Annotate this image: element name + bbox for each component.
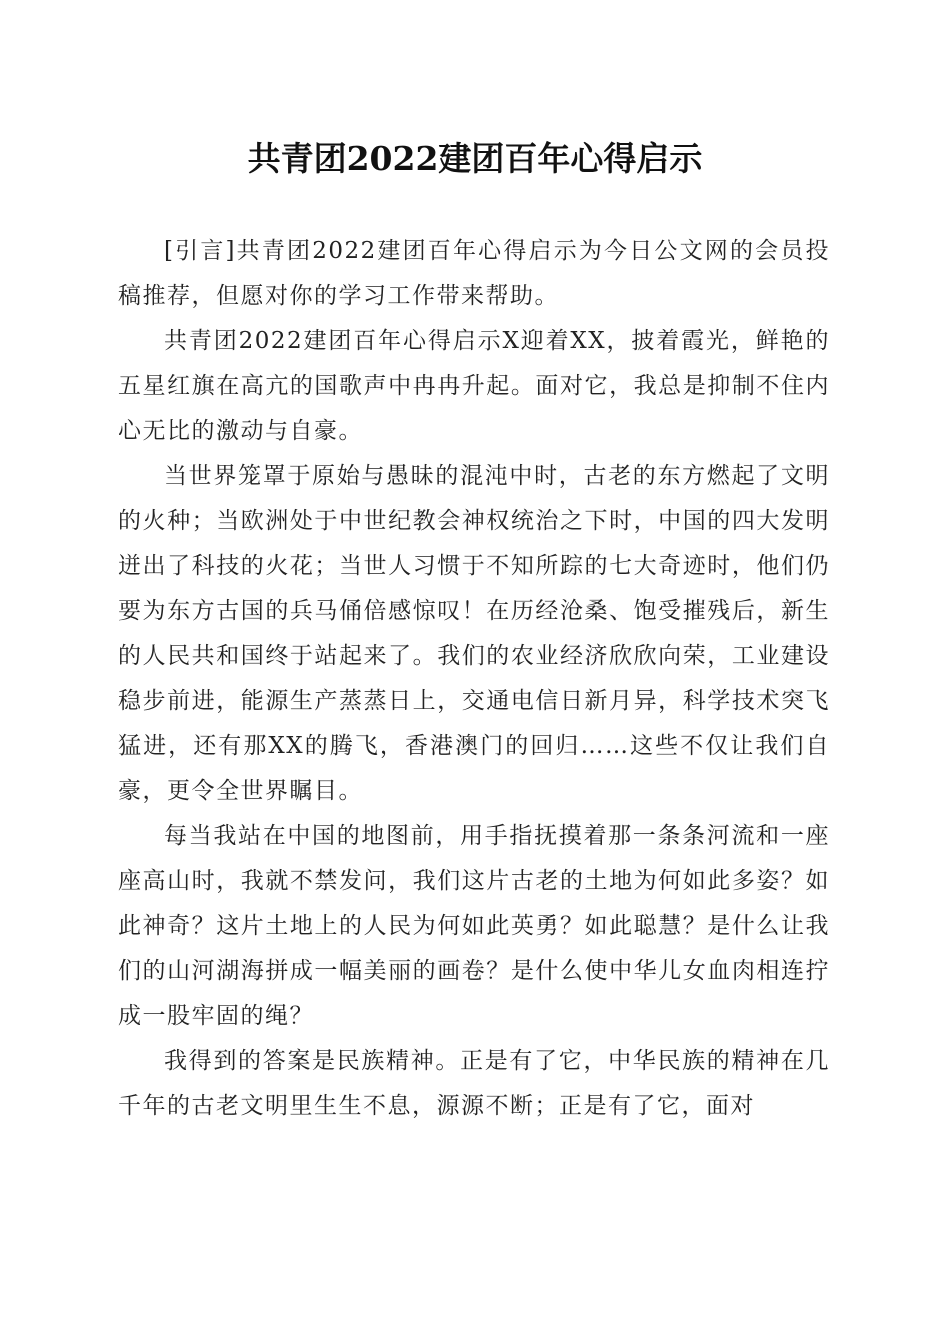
paragraph-2: 当世界笼罩于原始与愚昧的混沌中时，古老的东方燃起了文明的火种；当欧洲处于中世纪教会神权统治之下时，中国的四大发明迸出了科技的火花；当世人习惯于不知所踪的七大奇迹时，他们仍要为东方古国的兵马俑倍感惊叹！在历经沧桑、饱受摧残后，新生的人民共和国终于站起来了。我们的农业经济欣欣向荣，工业建设稳步前进，能源生产蒸蒸日上，交通电信日新月异，科学技术突飞猛进，还有那XX的腾飞，香港澳门的回归……这些不仅让我们自豪，更令全世界瞩目。 — [118, 463, 830, 804]
document-body — [118, 229, 830, 1129]
paragraph-4: 我得到的答案是民族精神。正是有了它，中华民族的精神在几千年的古老文明里生生不息，源源不断；正是有了它，面对 — [118, 1048, 830, 1119]
paragraph-3: 每当我站在中国的地图前，用手指抚摸着那一条条河流和一座座高山时，我就不禁发问，我们这片古老的土地为何如此多姿？如此神奇？这片土地上的人民为何如此英勇？如此聪慧？是什么让我们的山河湖海拼成一幅美丽的画卷？是什么使中华儿女血肉相连拧成一股牢固的绳？ — [118, 823, 830, 1029]
paragraph-1: 共青团2022建团百年心得启示X迎着XX，披着霞光，鲜艳的五星红旗在高亢的国歌声中冉冉升起。面对它，我总是抑制不住内心无比的激动与自豪。 — [118, 328, 830, 444]
document-title: 共青团2022建团百年心得启示 — [247, 139, 703, 178]
paragraph-intro: [引言]共青团2022建团百年心得启示为今日公文网的会员投稿推荐，但愿对你的学习工作带来帮助。 — [118, 238, 830, 309]
